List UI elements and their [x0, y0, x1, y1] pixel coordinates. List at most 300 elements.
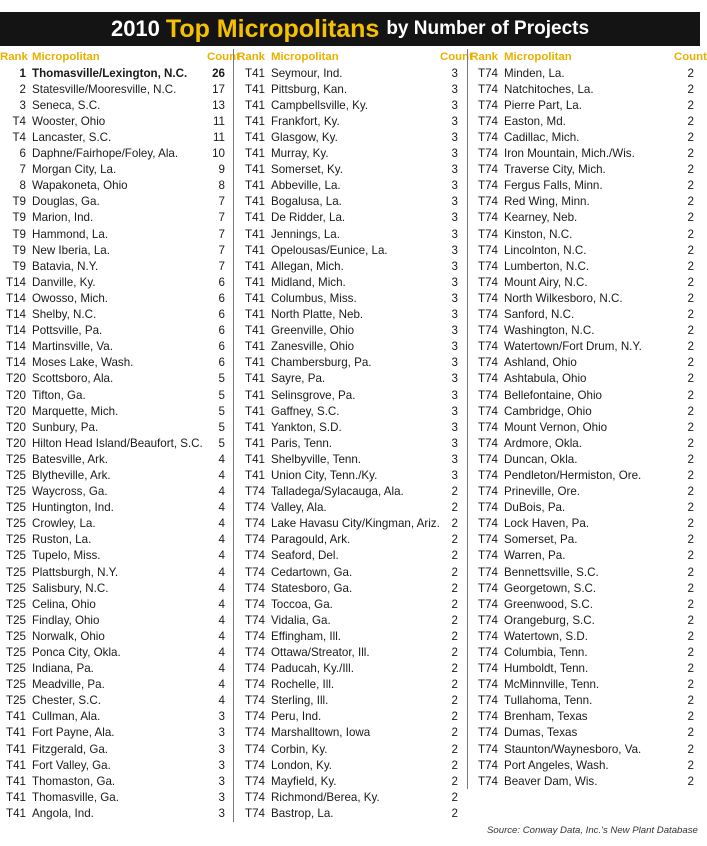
count-cell: 2 — [451, 678, 458, 692]
table-row — [0, 741, 233, 757]
rank-cell: T74 — [478, 452, 498, 466]
rank-cell: T74 — [478, 243, 498, 257]
micropolitan-cell: Crowley, La. — [32, 517, 96, 531]
table-row — [468, 564, 700, 580]
count-cell: 2 — [687, 678, 694, 692]
micropolitan-cell: Thomasville, Ga. — [32, 790, 119, 804]
micropolitan-cell: Salisbury, N.C. — [32, 581, 109, 595]
table-row — [0, 403, 233, 419]
count-cell: 2 — [687, 259, 694, 273]
count-cell: 3 — [451, 114, 458, 128]
rank-cell: T74 — [478, 227, 498, 241]
table-row — [468, 532, 700, 548]
rank-cell: T74 — [478, 420, 498, 434]
micropolitan-cell: Norwalk, Ohio — [32, 629, 105, 643]
rank-cell: T25 — [6, 501, 26, 515]
micropolitan-header: Micropolitan — [504, 51, 572, 64]
rank-cell: T74 — [245, 678, 265, 692]
rank-cell: T25 — [6, 485, 26, 499]
micropolitan-cell: Frankfort, Ky. — [271, 114, 340, 128]
table-row — [468, 484, 700, 500]
count-cell: 5 — [218, 372, 225, 386]
rank-cell: T74 — [245, 662, 265, 676]
micropolitan-cell: Columbia, Tenn. — [504, 646, 588, 660]
micropolitan-cell: Kearney, Neb. — [504, 211, 578, 225]
table-row — [234, 451, 466, 467]
column-header-row — [0, 49, 240, 65]
micropolitan-cell: Selinsgrove, Pa. — [271, 388, 356, 402]
micropolitan-cell: Ardmore, Okla. — [504, 436, 582, 450]
table-row — [234, 97, 466, 113]
table-row — [234, 290, 466, 306]
micropolitan-cell: De Ridder, La. — [271, 211, 346, 225]
table-row — [0, 323, 233, 339]
table-row — [234, 210, 466, 226]
table-row — [234, 258, 466, 274]
table-row — [468, 226, 700, 242]
table-row — [234, 162, 466, 178]
rank-cell: T74 — [478, 629, 498, 643]
micropolitan-cell: Valley, Ala. — [271, 501, 327, 515]
table-row — [468, 242, 700, 258]
micropolitan-cell: Tupelo, Miss. — [32, 549, 101, 563]
table-row — [234, 548, 466, 564]
rank-cell: T41 — [245, 452, 265, 466]
rank-cell: T41 — [245, 356, 265, 370]
count-cell: 5 — [218, 404, 225, 418]
table-row — [0, 129, 233, 145]
micropolitan-cell: McMinnville, Tenn. — [504, 678, 600, 692]
rank-cell: T41 — [245, 211, 265, 225]
table-row — [468, 387, 700, 403]
table-row — [234, 65, 466, 81]
micropolitan-cell: Easton, Md. — [504, 114, 566, 128]
micropolitan-cell: Lancaster, S.C. — [32, 131, 112, 145]
micropolitan-cell: Lincolnton, N.C. — [504, 243, 587, 257]
rank-cell: T74 — [478, 340, 498, 354]
micropolitan-cell: Abbeville, La. — [271, 179, 341, 193]
table-row — [0, 548, 233, 564]
table-row — [0, 355, 233, 371]
rank-cell: T4 — [12, 114, 26, 128]
micropolitan-cell: Fort Valley, Ga. — [32, 758, 111, 772]
count-cell: 3 — [451, 243, 458, 257]
rank-cell: T74 — [245, 581, 265, 595]
micropolitan-cell: DuBois, Pa. — [504, 501, 566, 515]
table-row — [234, 307, 466, 323]
micropolitan-cell: Glasgow, Ky. — [271, 131, 338, 145]
rank-cell: T41 — [6, 726, 26, 740]
table-row — [0, 628, 233, 644]
micropolitan-cell: Hilton Head Island/Beaufort, S.C. — [32, 436, 203, 450]
rank-cell: T74 — [245, 726, 265, 740]
micropolitan-cell: Rochelle, Ill. — [271, 678, 335, 692]
table-row — [234, 178, 466, 194]
table-row — [234, 677, 466, 693]
count-cell: 3 — [218, 774, 225, 788]
count-cell: 3 — [451, 420, 458, 434]
table-row — [234, 757, 466, 773]
count-cell: 5 — [218, 436, 225, 450]
count-cell: 3 — [451, 275, 458, 289]
table-row — [0, 789, 233, 805]
count-cell: 3 — [451, 163, 458, 177]
table-row — [468, 773, 700, 789]
micropolitan-cell: Owosso, Mich. — [32, 291, 109, 305]
count-cell: 2 — [451, 581, 458, 595]
micropolitan-cell: Greenwood, S.C. — [504, 597, 593, 611]
table-row — [0, 805, 233, 821]
table-row — [468, 371, 700, 387]
count-cell: 2 — [687, 98, 694, 112]
micropolitan-cell: Opelousas/Eunice, La. — [271, 243, 388, 257]
table-row — [468, 467, 700, 483]
rank-cell: T41 — [245, 82, 265, 96]
micropolitan-cell: Duncan, Okla. — [504, 452, 578, 466]
rank-cell: T41 — [6, 710, 26, 724]
rank-cell: T25 — [6, 629, 26, 643]
table-row — [0, 661, 233, 677]
micropolitan-cell: Vidalia, Ga. — [271, 613, 331, 627]
table-row — [234, 564, 466, 580]
rank-cell: T9 — [12, 211, 26, 225]
table-row — [234, 226, 466, 242]
micropolitan-cell: Blytheville, Ark. — [32, 468, 111, 482]
table-row — [0, 451, 233, 467]
micropolitan-cell: Kinston, N.C. — [504, 227, 573, 241]
source-note: Source: Conway Data, Inc.'s New Plant Database — [487, 825, 698, 836]
rank-cell: T25 — [6, 646, 26, 660]
rank-cell: T74 — [478, 388, 498, 402]
micropolitan-cell: Mount Airy, N.C. — [504, 275, 588, 289]
micropolitan-cell: Ashtabula, Ohio — [504, 372, 587, 386]
micropolitan-cell: Paris, Tenn. — [271, 436, 333, 450]
micropolitan-cell: Statesville/Mooresville, N.C. — [32, 82, 177, 96]
count-cell: 3 — [451, 436, 458, 450]
table-row — [0, 693, 233, 709]
table-row — [234, 628, 466, 644]
rank-cell: T14 — [6, 291, 26, 305]
rank-cell: 6 — [19, 147, 26, 161]
table-row — [234, 242, 466, 258]
count-cell: 3 — [451, 147, 458, 161]
micropolitan-cell: Washington, N.C. — [504, 324, 595, 338]
rank-cell: T41 — [245, 324, 265, 338]
rank-cell: T41 — [6, 758, 26, 772]
micropolitan-cell: Lake Havasu City/Kingman, Ariz. — [271, 517, 440, 531]
count-cell: 4 — [218, 581, 225, 595]
rank-cell: T9 — [12, 243, 26, 257]
table-row — [234, 467, 466, 483]
micropolitan-cell: Natchitoches, La. — [504, 82, 594, 96]
micropolitan-cell: Pottsville, Pa. — [32, 324, 103, 338]
micropolitan-cell: Fitzgerald, Ga. — [32, 742, 109, 756]
count-cell: 2 — [687, 275, 694, 289]
micropolitan-cell: Minden, La. — [504, 66, 565, 80]
table-row — [234, 81, 466, 97]
rank-cell: T41 — [245, 340, 265, 354]
table-row — [0, 242, 233, 258]
micropolitan-cell: Ponca City, Okla. — [32, 646, 121, 660]
micropolitan-cell: Georgetown, S.C. — [504, 581, 597, 595]
count-cell: 10 — [212, 147, 225, 161]
rank-cell: T25 — [6, 452, 26, 466]
count-cell: 3 — [451, 452, 458, 466]
table-row — [468, 307, 700, 323]
count-cell: 3 — [451, 468, 458, 482]
rank-cell: T74 — [478, 114, 498, 128]
count-cell: 2 — [687, 114, 694, 128]
count-cell: 2 — [687, 82, 694, 96]
micropolitan-cell: Cadillac, Mich. — [504, 131, 580, 145]
table-row — [468, 516, 700, 532]
table-row — [0, 484, 233, 500]
micropolitan-cell: Cedartown, Ga. — [271, 565, 353, 579]
table-row — [234, 596, 466, 612]
micropolitan-cell: Chambersburg, Pa. — [271, 356, 372, 370]
count-cell: 6 — [218, 291, 225, 305]
micropolitan-cell: Mayfield, Ky. — [271, 774, 337, 788]
table-row — [468, 500, 700, 516]
count-cell: 3 — [451, 291, 458, 305]
rank-cell: 1 — [19, 66, 26, 80]
micropolitan-header: Micropolitan — [32, 51, 100, 64]
rank-cell: T25 — [6, 533, 26, 547]
micropolitan-cell: Sunbury, Pa. — [32, 420, 99, 434]
count-cell: 2 — [687, 436, 694, 450]
count-cell: 4 — [218, 662, 225, 676]
rank-cell: T74 — [478, 308, 498, 322]
table-row — [468, 355, 700, 371]
count-cell: 4 — [218, 597, 225, 611]
count-cell: 2 — [451, 533, 458, 547]
rank-header: Rank — [237, 51, 265, 64]
rank-cell: T41 — [245, 195, 265, 209]
rank-cell: T74 — [245, 485, 265, 499]
count-cell: 3 — [451, 211, 458, 225]
micropolitan-cell: Pendleton/Hermiston, Ore. — [504, 468, 642, 482]
rank-cell: T25 — [6, 678, 26, 692]
table-row — [468, 451, 700, 467]
table-row — [234, 644, 466, 660]
table-row — [468, 580, 700, 596]
count-cell: 3 — [451, 195, 458, 209]
rank-cell: T74 — [245, 646, 265, 660]
count-cell: 3 — [451, 404, 458, 418]
micropolitan-cell: Paragould, Ark. — [271, 533, 351, 547]
micropolitan-cell: Findlay, Ohio — [32, 613, 100, 627]
table-row — [0, 194, 233, 210]
table-row — [468, 677, 700, 693]
count-cell: 2 — [687, 549, 694, 563]
count-cell: 3 — [451, 388, 458, 402]
rank-cell: T74 — [245, 742, 265, 756]
count-cell: 4 — [218, 694, 225, 708]
count-cell: 3 — [451, 179, 458, 193]
table-row — [0, 387, 233, 403]
rank-cell: T9 — [12, 259, 26, 273]
micropolitan-cell: Talladega/Sylacauga, Ala. — [271, 485, 404, 499]
rank-cell: T41 — [6, 790, 26, 804]
table-row — [468, 113, 700, 129]
rank-cell: T74 — [478, 485, 498, 499]
rank-cell: T41 — [245, 98, 265, 112]
rank-cell: T74 — [245, 710, 265, 724]
table-column-2 — [233, 49, 473, 822]
count-cell: 3 — [451, 131, 458, 145]
rank-cell: T74 — [478, 597, 498, 611]
table-row — [468, 258, 700, 274]
table-row — [0, 371, 233, 387]
table-row — [0, 97, 233, 113]
micropolitan-cell: Tullahoma, Tenn. — [504, 694, 593, 708]
count-cell: 6 — [218, 340, 225, 354]
rank-cell: T20 — [6, 420, 26, 434]
rank-cell: T74 — [478, 710, 498, 724]
micropolitan-cell: Sayre, Pa. — [271, 372, 326, 386]
count-cell: 3 — [451, 340, 458, 354]
table-row — [468, 693, 700, 709]
rank-cell: T74 — [478, 179, 498, 193]
micropolitan-cell: North Platte, Neb. — [271, 308, 364, 322]
rank-cell: T41 — [245, 147, 265, 161]
count-cell: 2 — [687, 694, 694, 708]
rank-cell: T74 — [478, 468, 498, 482]
count-cell: 2 — [687, 388, 694, 402]
micropolitan-cell: Bogalusa, La. — [271, 195, 342, 209]
count-cell: 2 — [451, 790, 458, 804]
rank-cell: T41 — [245, 179, 265, 193]
table-row — [0, 435, 233, 451]
micropolitan-cell: Union City, Tenn./Ky. — [271, 468, 378, 482]
count-cell: 2 — [451, 549, 458, 563]
rank-cell: T41 — [245, 308, 265, 322]
micropolitan-cell: Warren, Pa. — [504, 549, 566, 563]
table-row — [468, 97, 700, 113]
micropolitan-cell: London, Ky. — [271, 758, 333, 772]
count-cell: 3 — [451, 308, 458, 322]
count-cell: 2 — [687, 372, 694, 386]
rank-cell: T41 — [6, 774, 26, 788]
rank-cell: T25 — [6, 581, 26, 595]
count-cell: 2 — [687, 742, 694, 756]
rank-cell: T74 — [478, 195, 498, 209]
micropolitan-cell: Lock Haven, Pa. — [504, 517, 590, 531]
count-cell: 2 — [687, 774, 694, 788]
count-cell: 2 — [451, 565, 458, 579]
rank-cell: T74 — [478, 549, 498, 563]
table-row — [234, 789, 466, 805]
micropolitan-cell: Greenville, Ohio — [271, 324, 355, 338]
count-cell: 7 — [218, 243, 225, 257]
micropolitan-cell: Pittsburg, Kan. — [271, 82, 348, 96]
micropolitan-cell: Fergus Falls, Minn. — [504, 179, 603, 193]
table-row — [0, 532, 233, 548]
rank-cell: T41 — [245, 420, 265, 434]
rank-cell: T25 — [6, 597, 26, 611]
rank-cell: T74 — [245, 533, 265, 547]
table-row — [0, 210, 233, 226]
rank-cell: T20 — [6, 372, 26, 386]
count-cell: 2 — [451, 501, 458, 515]
table-row — [0, 467, 233, 483]
table-row — [0, 644, 233, 660]
count-cell: 2 — [687, 758, 694, 772]
micropolitan-cell: Scottsboro, Ala. — [32, 372, 114, 386]
count-cell: 26 — [212, 66, 225, 80]
micropolitan-cell: Iron Mountain, Mich./Wis. — [504, 147, 635, 161]
table-row — [234, 709, 466, 725]
rank-cell: T41 — [245, 404, 265, 418]
count-cell: 6 — [218, 356, 225, 370]
table-row — [468, 757, 700, 773]
count-cell: 6 — [218, 275, 225, 289]
count-cell: 3 — [451, 82, 458, 96]
table-row — [468, 178, 700, 194]
count-cell: 11 — [212, 131, 225, 145]
table-column-3 — [467, 49, 707, 789]
micropolitan-cell: Marquette, Mich. — [32, 404, 119, 418]
table-column-1 — [0, 49, 240, 822]
micropolitan-cell: Meadville, Pa. — [32, 678, 105, 692]
micropolitan-cell: Richmond/Berea, Ky. — [271, 790, 380, 804]
count-cell: 3 — [218, 758, 225, 772]
count-cell: 3 — [218, 710, 225, 724]
count-cell: 4 — [218, 629, 225, 643]
count-cell: 8 — [218, 179, 225, 193]
table-row — [234, 113, 466, 129]
table-row — [234, 355, 466, 371]
micropolitan-cell: Humboldt, Tenn. — [504, 662, 589, 676]
rank-cell: T74 — [245, 613, 265, 627]
table-row — [234, 403, 466, 419]
count-cell: 4 — [218, 565, 225, 579]
micropolitan-cell: Bastrop, La. — [271, 806, 334, 820]
micropolitan-cell: Tifton, Ga. — [32, 388, 86, 402]
rank-cell: T74 — [478, 356, 498, 370]
title-rest: by Number of Projects — [386, 18, 590, 39]
count-cell: 2 — [687, 726, 694, 740]
table-row — [0, 178, 233, 194]
table-row — [0, 677, 233, 693]
count-cell: 2 — [687, 533, 694, 547]
micropolitan-cell: Marshalltown, Iowa — [271, 726, 371, 740]
rank-cell: T74 — [245, 694, 265, 708]
table-row — [468, 65, 700, 81]
rank-cell: T14 — [6, 356, 26, 370]
table-row — [234, 387, 466, 403]
micropolitan-cell: Angola, Ind. — [32, 806, 94, 820]
count-cell: 6 — [218, 308, 225, 322]
count-cell: 5 — [218, 420, 225, 434]
title-highlight: Top Micropolitans — [165, 14, 380, 43]
title-year: 2010 — [110, 16, 160, 41]
table-row — [0, 419, 233, 435]
rank-cell: T9 — [12, 227, 26, 241]
rank-cell: T25 — [6, 613, 26, 627]
table-row — [468, 741, 700, 757]
table-row — [234, 580, 466, 596]
micropolitan-cell: Staunton/Waynesboro, Va. — [504, 742, 642, 756]
rank-cell: T41 — [245, 259, 265, 273]
table-row — [0, 258, 233, 274]
micropolitan-cell: Brenham, Texas — [504, 710, 588, 724]
count-cell: 3 — [218, 806, 225, 820]
count-cell: 5 — [218, 388, 225, 402]
micropolitan-cell: Shelby, N.C. — [32, 308, 97, 322]
rank-cell: T74 — [478, 517, 498, 531]
micropolitan-cell: Celina, Ohio — [32, 597, 96, 611]
